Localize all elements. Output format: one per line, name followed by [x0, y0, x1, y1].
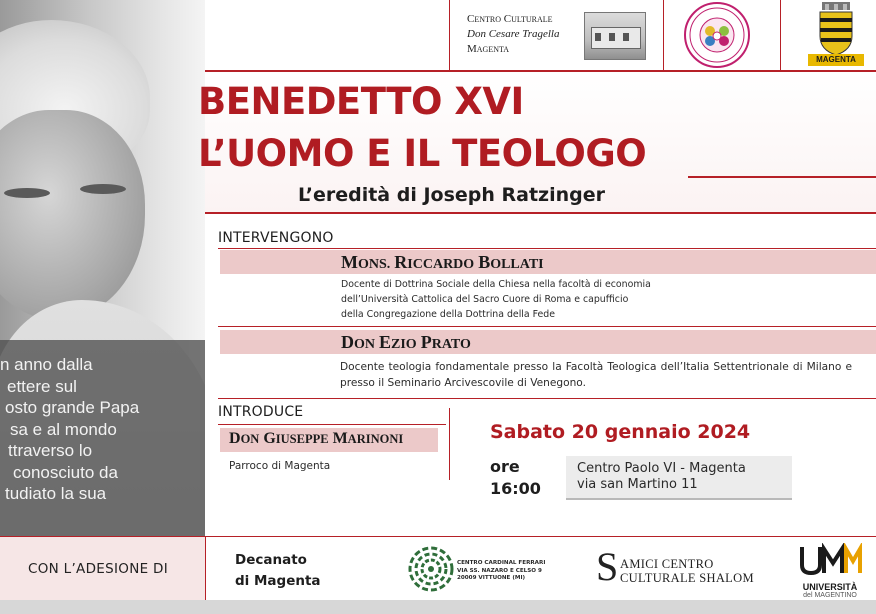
- overlay-line: n anno dalla: [0, 355, 93, 374]
- magenta-crest-label: MAGENTA: [808, 54, 864, 66]
- introducer-last-rest: ARINONI: [347, 432, 404, 446]
- adesione-label: CON L’ADESIONE DI: [28, 561, 168, 577]
- overlay-line: ttraverso lo: [8, 441, 93, 460]
- section-rule: [218, 326, 876, 327]
- event-time-label: ore: [490, 457, 520, 476]
- speaker-name-bar: [220, 250, 876, 274]
- event-time-value: 16:00: [490, 479, 541, 498]
- introducer-role: Parroco di Magenta: [229, 460, 331, 472]
- decanato-line: di Magenta: [235, 573, 321, 589]
- event-address: via san Martino 11: [577, 477, 698, 492]
- introducer-first-rest: IUSEPPE: [275, 432, 329, 446]
- speaker-description: [341, 277, 651, 322]
- title-rule: [205, 212, 876, 214]
- header-divider: [663, 0, 664, 70]
- overlay-line: conosciuto da: [13, 462, 118, 482]
- building-photo: [584, 12, 646, 60]
- speaker-last-rest: RATO: [431, 337, 471, 352]
- speaker-first-cap: E: [379, 332, 392, 352]
- event-title-line1: BENEDETTO XVI: [198, 80, 524, 123]
- event-subtitle: L’eredità di Joseph Ratzinger: [298, 184, 606, 206]
- centro-culturale-label: [467, 12, 560, 57]
- building-window: [595, 33, 601, 41]
- um-line: UNIVERSITÀ: [802, 582, 858, 592]
- speaker-first-cap: R: [394, 252, 408, 272]
- speaker-title-rest: ON: [354, 337, 375, 352]
- speaker-title-cap: D: [341, 332, 354, 352]
- overlay-text-panel: [0, 340, 205, 536]
- building-window: [623, 33, 629, 41]
- event-date: Sabato 20 gennaio 2024: [490, 421, 751, 443]
- event-venue: Centro Paolo VI - Magenta: [577, 461, 746, 476]
- speaker-name-prato: [341, 332, 471, 353]
- introducer-title-rest: ON: [240, 432, 260, 446]
- introducer-last-cap: M: [332, 430, 348, 447]
- speaker-title-cap: M: [341, 252, 358, 272]
- header-divider: [449, 0, 450, 70]
- ferrari-line: 20009 VITTUONE (MI): [457, 575, 526, 581]
- centro-line: Don Cesare Tragella: [467, 28, 560, 40]
- title-rule: [688, 176, 876, 178]
- event-venue-box: [566, 456, 792, 500]
- overlay-line: ettere sul: [7, 376, 77, 396]
- speaker-description: Docente teologia fondamentale presso la Facoltà Teologica dell’Italia Settentrionale di Milano e presso il Seminario Arcivescovile di Venegono.: [340, 361, 852, 389]
- shalom-line: CULTURALE SHALOM: [620, 571, 754, 585]
- speaker-last-cap: B: [478, 252, 491, 272]
- decanato-logo-text: [235, 550, 321, 592]
- event-time: [490, 456, 541, 500]
- speaker-last-cap: P: [420, 332, 432, 352]
- portrait-eye: [80, 184, 126, 194]
- centro-line: Magenta: [467, 43, 510, 55]
- cardinal-ferrari-text: [457, 560, 545, 583]
- um-line: del MAGENTINO: [803, 592, 857, 599]
- speaker-first-rest: ZIO: [391, 337, 417, 352]
- introducer-name: [229, 430, 403, 448]
- centro-line: Centro Culturale: [467, 13, 553, 25]
- comunita-pastorale-seal-logo: [684, 2, 750, 68]
- section-rule: [218, 248, 876, 249]
- cardinal-ferrari-maze-logo: [408, 546, 454, 592]
- speaker-description-line: Docente di Dottrina Sociale della Chiesa nella facoltà di economia: [341, 279, 651, 290]
- ferrari-line: CENTRO CARDINAL FERRARI: [457, 560, 546, 566]
- speaker-description-line: dell’Università Cattolica del Sacro Cuore di Roma e capufficio: [341, 294, 629, 305]
- ferrari-line: VIA SS. NAZARO E CELSO 9: [457, 567, 542, 574]
- header-divider: [780, 0, 781, 70]
- portrait-face: [0, 110, 145, 320]
- universita-magentino-logo: [798, 543, 862, 599]
- speaker-first-rest: ICCARDO: [407, 257, 475, 272]
- decanato-line: Decanato: [235, 552, 307, 568]
- building-window: [609, 33, 615, 41]
- intervengono-label: INTERVENGONO: [218, 230, 334, 246]
- shalom-line: AMICI CENTRO: [620, 557, 714, 571]
- introduce-label: INTRODUCE: [218, 404, 304, 420]
- shalom-s-logo: S: [596, 544, 619, 589]
- introducer-first-cap: G: [263, 430, 276, 447]
- speaker-description-line: della Congregazione della Dottrina della Fede: [341, 309, 555, 320]
- shalom-logo-text: [620, 557, 754, 585]
- speaker-last-rest: OLLATI: [490, 257, 544, 272]
- overlay-line: tudiato la sua: [5, 484, 107, 503]
- introduce-divider: [449, 408, 450, 480]
- event-title-line2: L’UOMO E IL TEOLOGO: [198, 132, 647, 175]
- introducer-title-cap: D: [229, 430, 241, 447]
- speaker-name-bollati: [341, 252, 544, 273]
- overlay-line: osto grande Papa: [5, 398, 140, 417]
- speaker-title-rest: ONS.: [358, 257, 391, 272]
- overlay-line: sa e al mondo: [10, 419, 117, 439]
- portrait-eye: [4, 188, 50, 198]
- bottom-strip: [0, 600, 876, 614]
- footer-divider: [205, 537, 206, 600]
- section-rule: [218, 398, 876, 399]
- section-rule: [218, 424, 446, 425]
- speaker-name-bar: [220, 330, 876, 354]
